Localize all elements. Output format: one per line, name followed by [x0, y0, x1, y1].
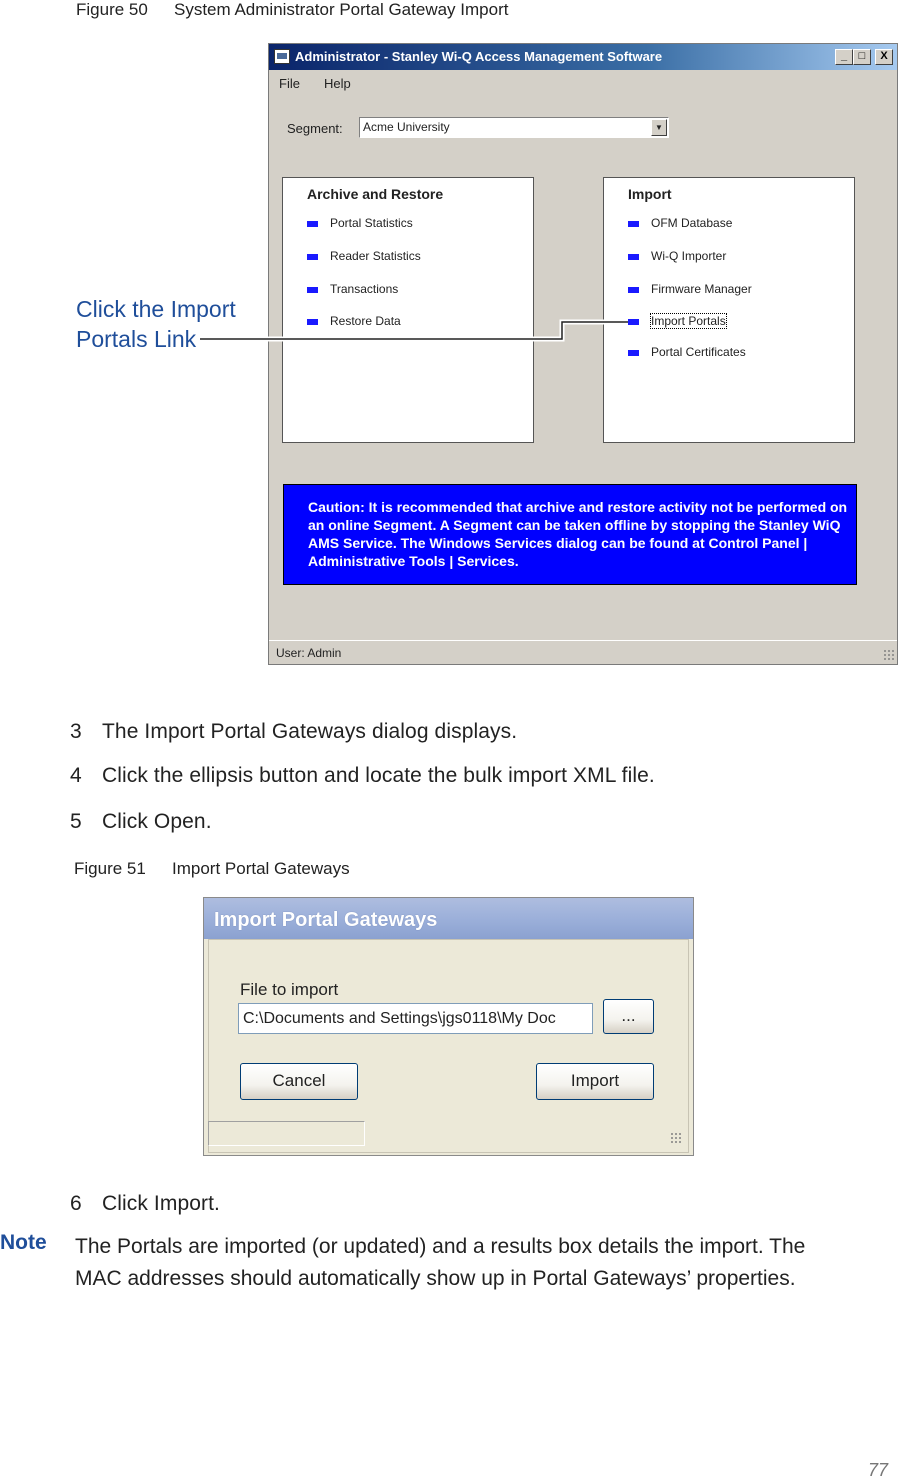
segment-label: Segment:: [287, 121, 343, 136]
note-line-2: MAC addresses should automatically show up in Portal Gateways’ properties.: [75, 1267, 796, 1290]
close-button[interactable]: X: [875, 49, 893, 65]
figure-50-title: System Administrator Portal Gateway Import: [174, 0, 509, 19]
note-label: Note: [0, 1231, 47, 1254]
menu-help[interactable]: Help: [323, 76, 351, 91]
link-import-portals[interactable]: Import Portals: [628, 314, 726, 328]
figure-51-caption: [74, 859, 350, 879]
dialog-title: Import Portal Gateways: [214, 909, 438, 931]
caution-text: Caution: It is recommended that archive and restore activity not be performed on an online Segment. A Segment can be taken offline by stopping the Stanley WiQ AMS Service. The Windows Services dialog can be found at Control Panel | Administrative Tools | Services.: [308, 499, 848, 569]
maximize-button[interactable]: □: [853, 49, 871, 65]
step-3: 3 The Import Portal Gateways dialog displays.: [70, 720, 518, 743]
figure-51-number: Figure 51: [74, 859, 146, 878]
step-4: 4 Click the ellipsis button and locate the bulk import XML file.: [70, 764, 655, 787]
dialog-titlebar[interactable]: [204, 898, 693, 939]
minimize-button[interactable]: _: [835, 49, 853, 65]
step-6: 6 Click Import.: [70, 1192, 220, 1215]
file-path-input[interactable]: C:\Documents and Settings\jgs0118\My Doc: [238, 1003, 593, 1034]
step-5: 5 Click Open.: [70, 810, 212, 833]
link-ofm-database[interactable]: OFM Database: [628, 216, 732, 230]
link-wiq-importer[interactable]: Wi-Q Importer: [628, 249, 726, 263]
callout-text: [76, 294, 236, 354]
dialog-status-panel: [208, 1121, 365, 1146]
note-body: [75, 1231, 885, 1295]
page-number: 77: [867, 1460, 888, 1480]
figure-51-title: Import Portal Gateways: [172, 859, 350, 878]
link-firmware-manager[interactable]: Firmware Manager: [628, 282, 752, 296]
link-portal-statistics[interactable]: Portal Statistics: [307, 216, 413, 230]
chevron-down-icon[interactable]: ▼: [651, 119, 667, 136]
window-title: Administrator - Stanley Wi-Q Access Management Software: [295, 49, 663, 64]
link-portal-certificates[interactable]: Portal Certificates: [628, 345, 746, 359]
figure-50-number: Figure 50: [76, 0, 148, 19]
browse-ellipsis-button[interactable]: ...: [603, 999, 654, 1034]
note-line-1: The Portals are imported (or updated) and a results box details the import. The: [75, 1235, 806, 1258]
segment-value: Acme University: [363, 120, 450, 134]
file-to-import-label: File to import: [240, 980, 339, 999]
import-button[interactable]: Import: [536, 1063, 654, 1100]
cancel-button[interactable]: Cancel: [240, 1063, 358, 1100]
archive-restore-title: Archive and Restore: [307, 186, 444, 202]
link-reader-statistics[interactable]: Reader Statistics: [307, 249, 421, 263]
callout-line-1: Click the Import: [76, 296, 236, 322]
link-transactions[interactable]: Transactions: [307, 282, 398, 296]
dialog-resize-grip-icon[interactable]: [670, 1132, 682, 1144]
status-user: User: Admin: [276, 646, 342, 660]
import-title: Import: [628, 186, 672, 202]
callout-line-2: Portals Link: [76, 326, 197, 352]
menu-file[interactable]: File: [279, 76, 300, 91]
link-restore-data[interactable]: Restore Data: [307, 314, 401, 328]
